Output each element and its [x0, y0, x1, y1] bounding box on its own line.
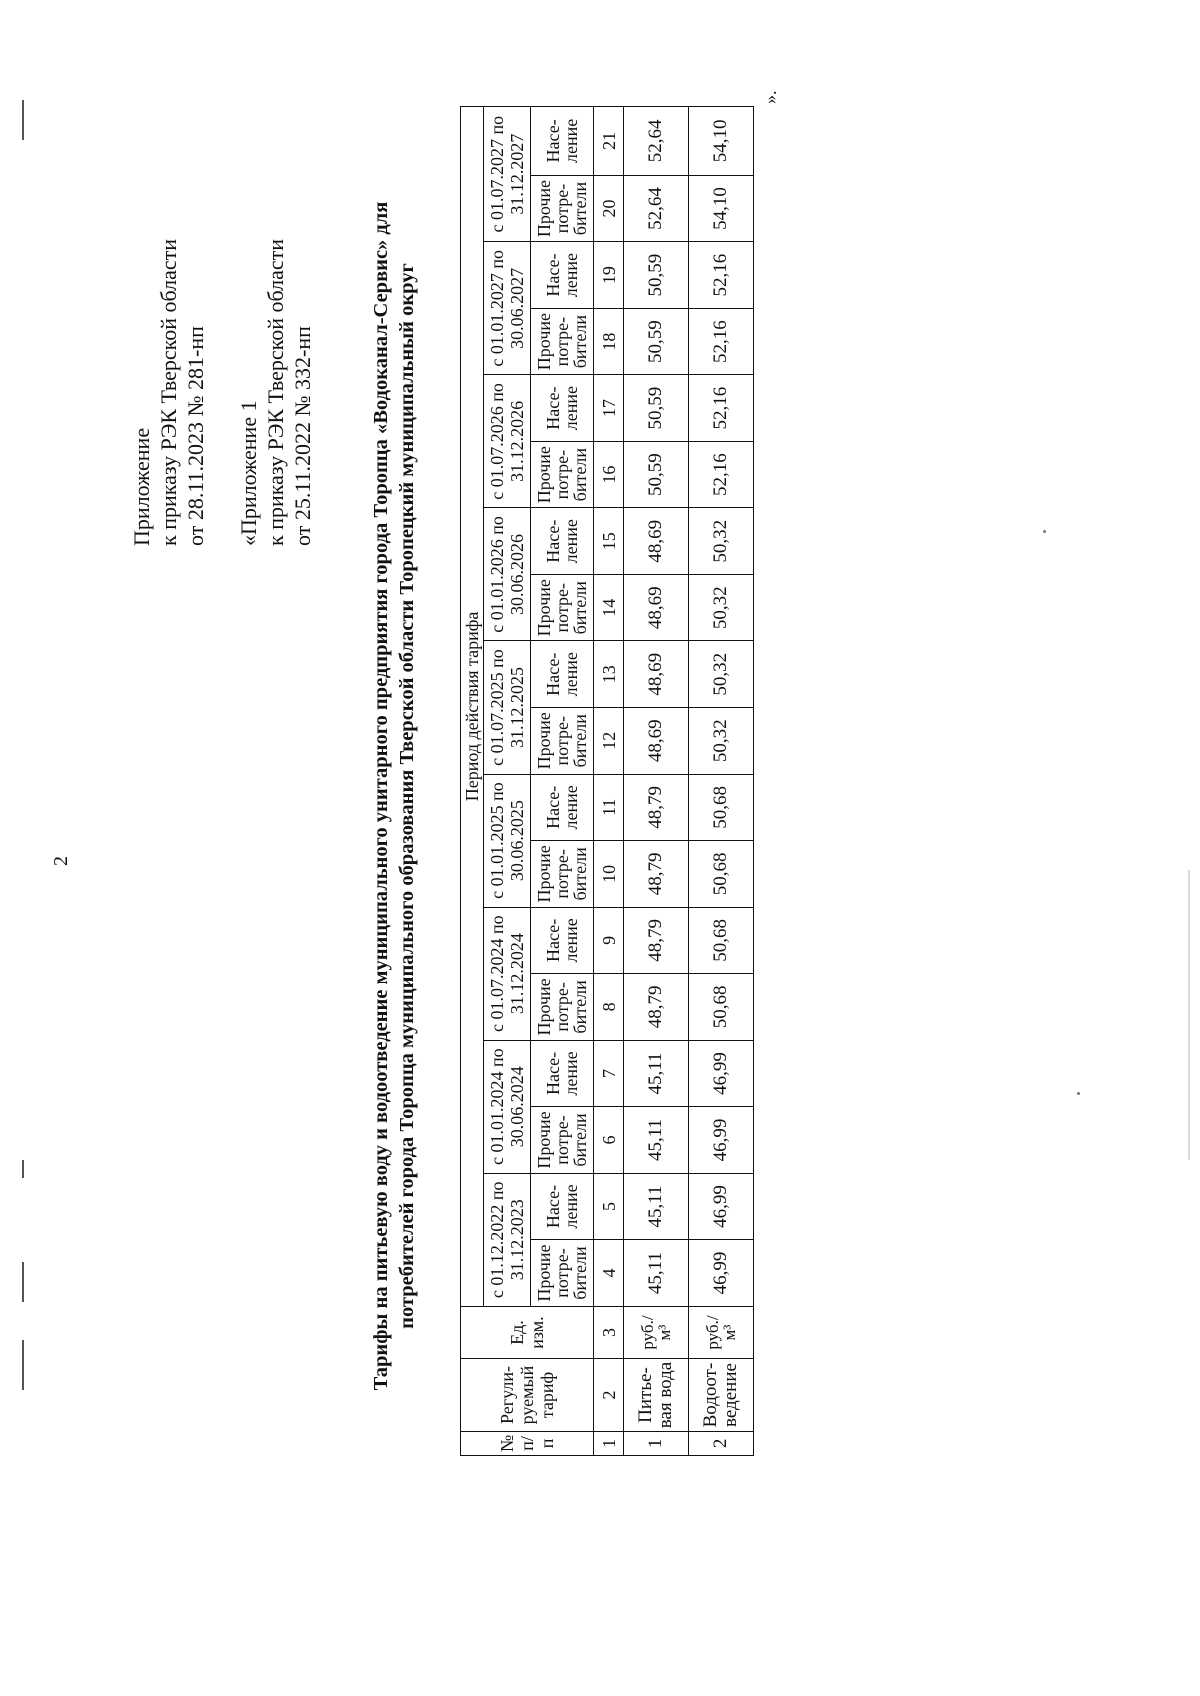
- approval-line: от 25.11.2022 № 332-нп: [290, 326, 315, 546]
- tariff-value: 52,64: [624, 175, 689, 242]
- approval-line: к приказу РЭК Тверской области: [156, 238, 181, 546]
- tariff-value: 45,11: [624, 1107, 689, 1174]
- period-header: с 01.01.2025 по 30.06.2025: [484, 774, 531, 907]
- tariff-value: 50,68: [689, 974, 754, 1041]
- tariff-value: 46,99: [689, 1173, 754, 1240]
- header-no: № п/п: [461, 1431, 594, 1455]
- tariff-value: 50,32: [689, 508, 754, 575]
- column-number: 14: [594, 574, 624, 641]
- tariff-value: 48,79: [624, 907, 689, 974]
- column-number: 19: [594, 242, 624, 309]
- tariff-value: 50,32: [689, 708, 754, 775]
- column-number: 9: [594, 907, 624, 974]
- subheader-other-consumers: Прочие потре- бители: [531, 308, 594, 375]
- row-tariff: Питье- вая вода: [624, 1359, 689, 1432]
- period-header: с 01.01.2027 по 30.06.2027: [484, 242, 531, 375]
- tariff-value: 50,59: [624, 242, 689, 309]
- tariff-value: 45,11: [624, 1240, 689, 1307]
- column-number: 16: [594, 441, 624, 508]
- page-number: 2: [50, 856, 72, 866]
- subheader-other-consumers: Прочие потре- бители: [531, 1107, 594, 1174]
- tariff-value: 50,68: [689, 841, 754, 908]
- tariff-value: 46,99: [689, 1107, 754, 1174]
- subheader-population: Насе- ление: [531, 1040, 594, 1107]
- closing-mark: ».: [760, 90, 780, 104]
- subheader-population: Насе- ление: [531, 1173, 594, 1240]
- period-header: с 01.07.2027 по 31.12.2027: [484, 107, 531, 242]
- column-number: 4: [594, 1240, 624, 1307]
- tariff-value: 48,69: [624, 508, 689, 575]
- row-number: 1: [624, 1431, 689, 1455]
- tariff-value: 50,32: [689, 641, 754, 708]
- header-unit: Ед. изм.: [461, 1306, 594, 1358]
- subheader-population: Насе- ление: [531, 774, 594, 841]
- document-title: [368, 116, 420, 1476]
- column-number: 1: [594, 1431, 624, 1455]
- row-unit: руб./м³: [689, 1306, 754, 1358]
- period-header: с 01.07.2025 по 31.12.2025: [484, 641, 531, 774]
- column-number: 20: [594, 175, 624, 242]
- column-number: 2: [594, 1359, 624, 1432]
- column-number: 21: [594, 107, 624, 176]
- title-line: потребителей города Торопца муниципального образования Тверской области Торопецкий муниципальный округ: [396, 263, 418, 1329]
- tariff-value: 48,79: [624, 841, 689, 908]
- tariff-value: 52,16: [689, 441, 754, 508]
- subheader-population: Насе- ление: [531, 107, 594, 176]
- column-number: 3: [594, 1306, 624, 1358]
- subheader-other-consumers: Прочие потре- бители: [531, 175, 594, 242]
- subheader-other-consumers: Прочие потре- бители: [531, 441, 594, 508]
- tariff-value: 50,32: [689, 574, 754, 641]
- approval-line: «Приложение 1: [236, 400, 261, 546]
- column-number: 5: [594, 1173, 624, 1240]
- tariff-value: 45,11: [624, 1040, 689, 1107]
- period-header: с 01.07.2026 по 31.12.2026: [484, 375, 531, 508]
- column-number: 10: [594, 841, 624, 908]
- tariff-value: 46,99: [689, 1040, 754, 1107]
- tariff-value: 52,16: [689, 308, 754, 375]
- column-number: 15: [594, 508, 624, 575]
- period-header: с 01.01.2024 по 30.06.2024: [484, 1040, 531, 1173]
- subheader-other-consumers: Прочие потре- бители: [531, 841, 594, 908]
- tariff-value: 54,10: [689, 175, 754, 242]
- subheader-other-consumers: Прочие потре- бители: [531, 974, 594, 1041]
- period-header: с 01.12.2022 по 31.12.2023: [484, 1173, 531, 1306]
- column-number: 17: [594, 375, 624, 442]
- tariff-value: 52,64: [624, 107, 689, 176]
- column-number: 11: [594, 774, 624, 841]
- tariff-value: 50,59: [624, 308, 689, 375]
- tariff-value: 50,68: [689, 774, 754, 841]
- approval-line: к приказу РЭК Тверской области: [263, 238, 288, 546]
- row-number: 2: [689, 1431, 754, 1455]
- header-tariff: Регули- руемый тариф: [461, 1359, 594, 1432]
- tariff-value: 48,79: [624, 774, 689, 841]
- tariff-value: 52,16: [689, 242, 754, 309]
- table-row: [689, 107, 754, 1456]
- tariff-value: 48,69: [624, 708, 689, 775]
- subheader-population: Насе- ление: [531, 242, 594, 309]
- subheader-population: Насе- ление: [531, 508, 594, 575]
- tariff-value: 46,99: [689, 1240, 754, 1307]
- row-tariff: Водоот- ведение: [689, 1359, 754, 1432]
- row-unit: руб./м³: [624, 1306, 689, 1358]
- subheader-other-consumers: Прочие потре- бители: [531, 574, 594, 641]
- table-row: [624, 107, 689, 1456]
- tariff-value: 54,10: [689, 107, 754, 176]
- subheader-population: Насе- ление: [531, 907, 594, 974]
- subheader-population: Насе- ление: [531, 641, 594, 708]
- column-number: 12: [594, 708, 624, 775]
- tariff-value: 50,59: [624, 441, 689, 508]
- column-number: 6: [594, 1107, 624, 1174]
- tariff-table: [460, 106, 754, 1456]
- column-number: 13: [594, 641, 624, 708]
- tariff-value: 45,11: [624, 1173, 689, 1240]
- tariff-value: 48,69: [624, 641, 689, 708]
- subheader-other-consumers: Прочие потре- бители: [531, 1240, 594, 1307]
- tariff-value: 48,79: [624, 974, 689, 1041]
- period-header: с 01.07.2024 по 31.12.2024: [484, 907, 531, 1040]
- title-line: Тарифы на питьевую воду и водоотведение муниципального унитарного предприятия города Торопца «Водоканал-Сервис» для: [370, 201, 392, 1391]
- tariff-value: 52,16: [689, 375, 754, 442]
- tariff-value: 50,59: [624, 375, 689, 442]
- approval-line: Приложение: [129, 427, 154, 546]
- tariff-value: 48,69: [624, 574, 689, 641]
- period-header: с 01.01.2026 по 30.06.2026: [484, 508, 531, 641]
- tariff-value: 50,68: [689, 907, 754, 974]
- header-period: Период действия тарифа: [461, 107, 484, 1307]
- column-number: 18: [594, 308, 624, 375]
- approval-line: от 28.11.2023 № 281-нп: [183, 326, 208, 546]
- subheader-population: Насе- ление: [531, 375, 594, 442]
- column-number: 8: [594, 974, 624, 1041]
- subheader-other-consumers: Прочие потре- бители: [531, 708, 594, 775]
- column-number: 7: [594, 1040, 624, 1107]
- approval-block: [128, 239, 316, 546]
